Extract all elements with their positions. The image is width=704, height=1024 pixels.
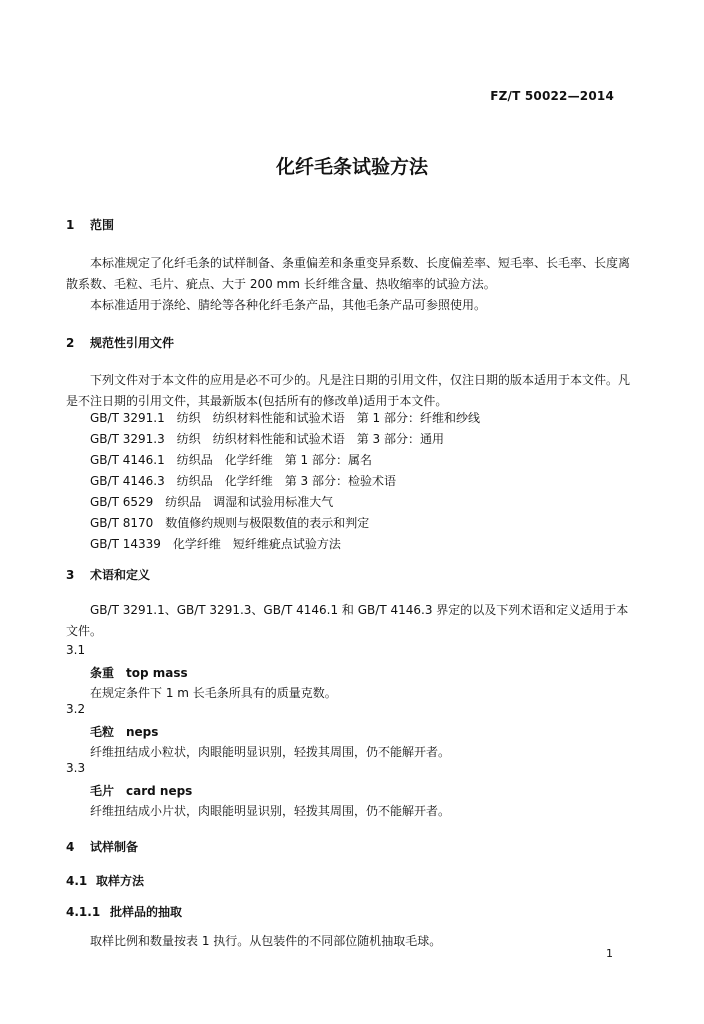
reference-item: GB/T 4146.3 纺织品 化学纤维 第 3 部分：检验术语 bbox=[90, 474, 396, 488]
subsection-4-1-heading bbox=[66, 872, 144, 889]
section-title: 试样制备 bbox=[90, 840, 139, 854]
reference-item: GB/T 6529 纺织品 调湿和试验用标准大气 bbox=[90, 495, 334, 509]
section-number: 1 bbox=[66, 218, 75, 232]
reference-item: GB/T 14339 化学纤维 短纤维疵点试验方法 bbox=[90, 537, 341, 551]
term-definition: 在规定条件下 1 m 长毛条所具有的质量克数。 bbox=[90, 686, 337, 700]
subsection-number: 4.1 bbox=[66, 874, 88, 888]
section-1-paragraph-2: 本标准适用于涤纶、腈纶等各种化纤毛条产品，其他毛条产品可参照使用。 bbox=[90, 298, 487, 312]
subsection-title: 取样方法 bbox=[96, 874, 145, 888]
clause-number: 3.1 bbox=[66, 643, 86, 657]
page-number: 1 bbox=[606, 947, 613, 960]
document-title: 化纤毛条试验方法 bbox=[275, 156, 428, 178]
section-4-paragraph: 取样比例和数量按表 1 执行。从包装件的不同部位随机抽取毛球。 bbox=[90, 934, 442, 948]
section-title: 术语和定义 bbox=[90, 568, 151, 582]
section-number: 3 bbox=[66, 568, 75, 582]
reference-item: GB/T 8170 数值修约规则与极限数值的表示和判定 bbox=[90, 516, 370, 530]
section-1-heading bbox=[66, 216, 114, 233]
clause-number: 3.3 bbox=[66, 761, 86, 775]
clause-number: 3.2 bbox=[66, 702, 86, 716]
reference-item: GB/T 3291.1 纺织 纺织材料性能和试验术语 第 1 部分：纤维和纱线 bbox=[90, 411, 480, 425]
reference-item: GB/T 4146.1 纺织品 化学纤维 第 1 部分：属名 bbox=[90, 453, 372, 467]
section-2-intro: 下列文件对于本文件的应用是必不可少的。凡是注日期的引用文件，仅注日期的版本适用于本文件。凡是不注日期的引用文件，其最新版本(包括所有的修改单)适用于本文件。 bbox=[66, 373, 631, 408]
section-title: 范围 bbox=[90, 218, 115, 232]
term-definition: 纤维扭结成小片状，肉眼能明显识别，轻拨其周围，仍不能解开者。 bbox=[90, 804, 451, 818]
section-number: 4 bbox=[66, 840, 75, 854]
term-name: 条重 top mass bbox=[90, 666, 188, 680]
subsection-title: 批样品的抽取 bbox=[110, 905, 183, 919]
subsection-number: 4.1.1 bbox=[66, 905, 101, 919]
standard-code: FZ/T 50022—2014 bbox=[490, 89, 614, 103]
section-title: 规范性引用文件 bbox=[90, 336, 175, 350]
section-3-heading bbox=[66, 566, 150, 583]
term-name: 毛片 card neps bbox=[90, 784, 193, 798]
term-definition: 纤维扭结成小粒状，肉眼能明显识别，轻拨其周围，仍不能解开者。 bbox=[90, 745, 451, 759]
subsection-4-1-1-heading bbox=[66, 903, 182, 920]
section-2-heading bbox=[66, 334, 174, 351]
reference-item: GB/T 3291.3 纺织 纺织材料性能和试验术语 第 3 部分：通用 bbox=[90, 432, 444, 446]
section-3-intro: GB/T 3291.1、GB/T 3291.3、GB/T 4146.1 和 GB/T 4146.3 界定的以及下列术语和定义适用于本文件。 bbox=[66, 603, 629, 638]
section-1-paragraph-1: 本标准规定了化纤毛条的试样制备、条重偏差和条重变异系数、长度偏差率、短毛率、长毛率、长度离散系数、毛粒、毛片、疵点、大于 200 mm 长纤维含量、热收缩率的试验方法。 bbox=[66, 256, 631, 291]
section-number: 2 bbox=[66, 336, 75, 350]
section-4-heading bbox=[66, 838, 138, 855]
term-name: 毛粒 neps bbox=[90, 725, 159, 739]
